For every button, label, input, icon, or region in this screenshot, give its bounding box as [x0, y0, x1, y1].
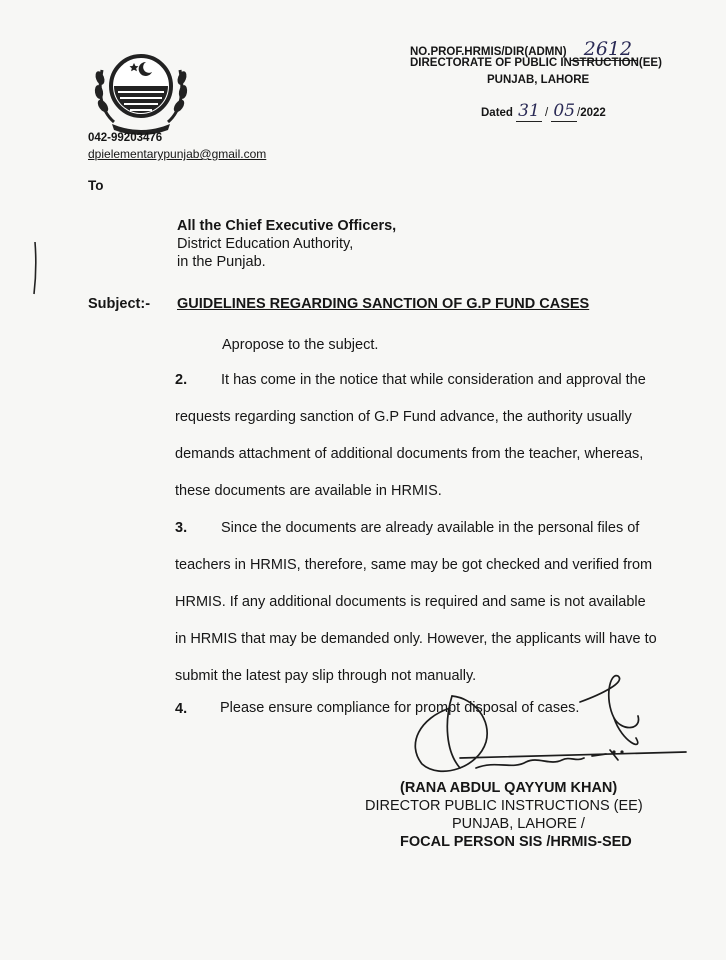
addressee-line-2: District Education Authority,	[177, 236, 354, 252]
office-location: PUNJAB, LAHORE	[487, 74, 590, 86]
dated-line: Dated 31 / 05 /2022	[481, 101, 606, 121]
paragraph-2-number: 2.	[175, 372, 188, 388]
signatory-title-2: PUNJAB, LAHORE /	[452, 816, 585, 832]
signatory-title-1: DIRECTOR PUBLIC INSTRUCTIONS (EE)	[365, 798, 643, 814]
subject-label: Subject:-	[88, 296, 151, 312]
addressee-line-3: in the Punjab.	[177, 254, 266, 270]
reference-handwritten-number: 2612	[570, 38, 638, 61]
to-label: To	[88, 178, 104, 193]
paragraph-3-line-1	[175, 510, 677, 547]
paragraph-4-number: 4.	[175, 701, 188, 717]
paragraph-3-line-2	[175, 547, 677, 584]
reference-prefix: NO.PROF.HRMIS/DIR(ADMN)	[410, 46, 567, 58]
paragraph-2-line-3	[175, 436, 677, 473]
signatory-title-3: FOCAL PERSON SIS /HRMIS-SED	[400, 834, 632, 850]
addressee-line-1: All the Chief Executive Officers,	[177, 218, 397, 234]
paragraph-3	[175, 510, 677, 695]
dated-label: Dated	[481, 107, 513, 119]
opening-line: Apropose to the subject.	[222, 337, 379, 353]
paragraph-4-text: Please ensure compliance for prompt disposal of cases.	[220, 700, 580, 716]
date-year: 2022	[580, 107, 606, 119]
paragraph-3-text-3: HRMIS. If any additional documents is required and same is not available	[175, 594, 646, 610]
paragraph-3-line-3	[175, 584, 677, 621]
handwritten-signature	[400, 672, 690, 782]
paragraph-2-text-2: requests regarding sanction of G.P Fund advance, the authority usually	[175, 409, 632, 425]
date-day: 31	[518, 101, 540, 121]
paragraph-2-text-1: It has come in the notice that while consideration and approval the	[221, 372, 646, 388]
punjab-government-emblem	[88, 40, 194, 136]
paragraph-3-text-2: teachers in HRMIS, therefore, same may be got checked and verified from	[175, 557, 653, 573]
paragraph-2-line-4: these documents are available in HRMIS.	[175, 483, 442, 499]
paragraph-2-line-2	[175, 399, 677, 436]
signatory-name: (RANA ABDUL QAYYUM KHAN)	[400, 780, 618, 796]
paragraph-2-text-3: demands attachment of additional documents from the teacher, whereas,	[175, 446, 644, 462]
margin-pen-mark	[30, 240, 40, 296]
paragraph-3-text-1: Since the documents are already available in the personal files of	[221, 520, 640, 536]
paragraph-2	[175, 362, 677, 510]
email-address: dpielementarypunjab@gmail.com	[88, 147, 267, 161]
paragraph-3-line-5: submit the latest pay slip through not manually.	[175, 668, 477, 684]
paragraph-3-line-4	[175, 621, 677, 658]
office-name: DIRECTORATE OF PUBLIC INSTRUCTION(EE)	[410, 57, 662, 69]
paragraph-3-text-4: in HRMIS that may be demanded only. However, the applicants will have to	[175, 631, 657, 647]
addressee-block	[177, 217, 396, 271]
subject-text: GUIDELINES REGARDING SANCTION OF G.P FUND CASES	[177, 296, 590, 312]
paragraph-3-number: 3.	[175, 520, 188, 536]
paragraph-2-line-1	[175, 362, 677, 399]
date-month: 05	[553, 101, 576, 121]
phone-number: 042-99203476	[88, 132, 163, 144]
